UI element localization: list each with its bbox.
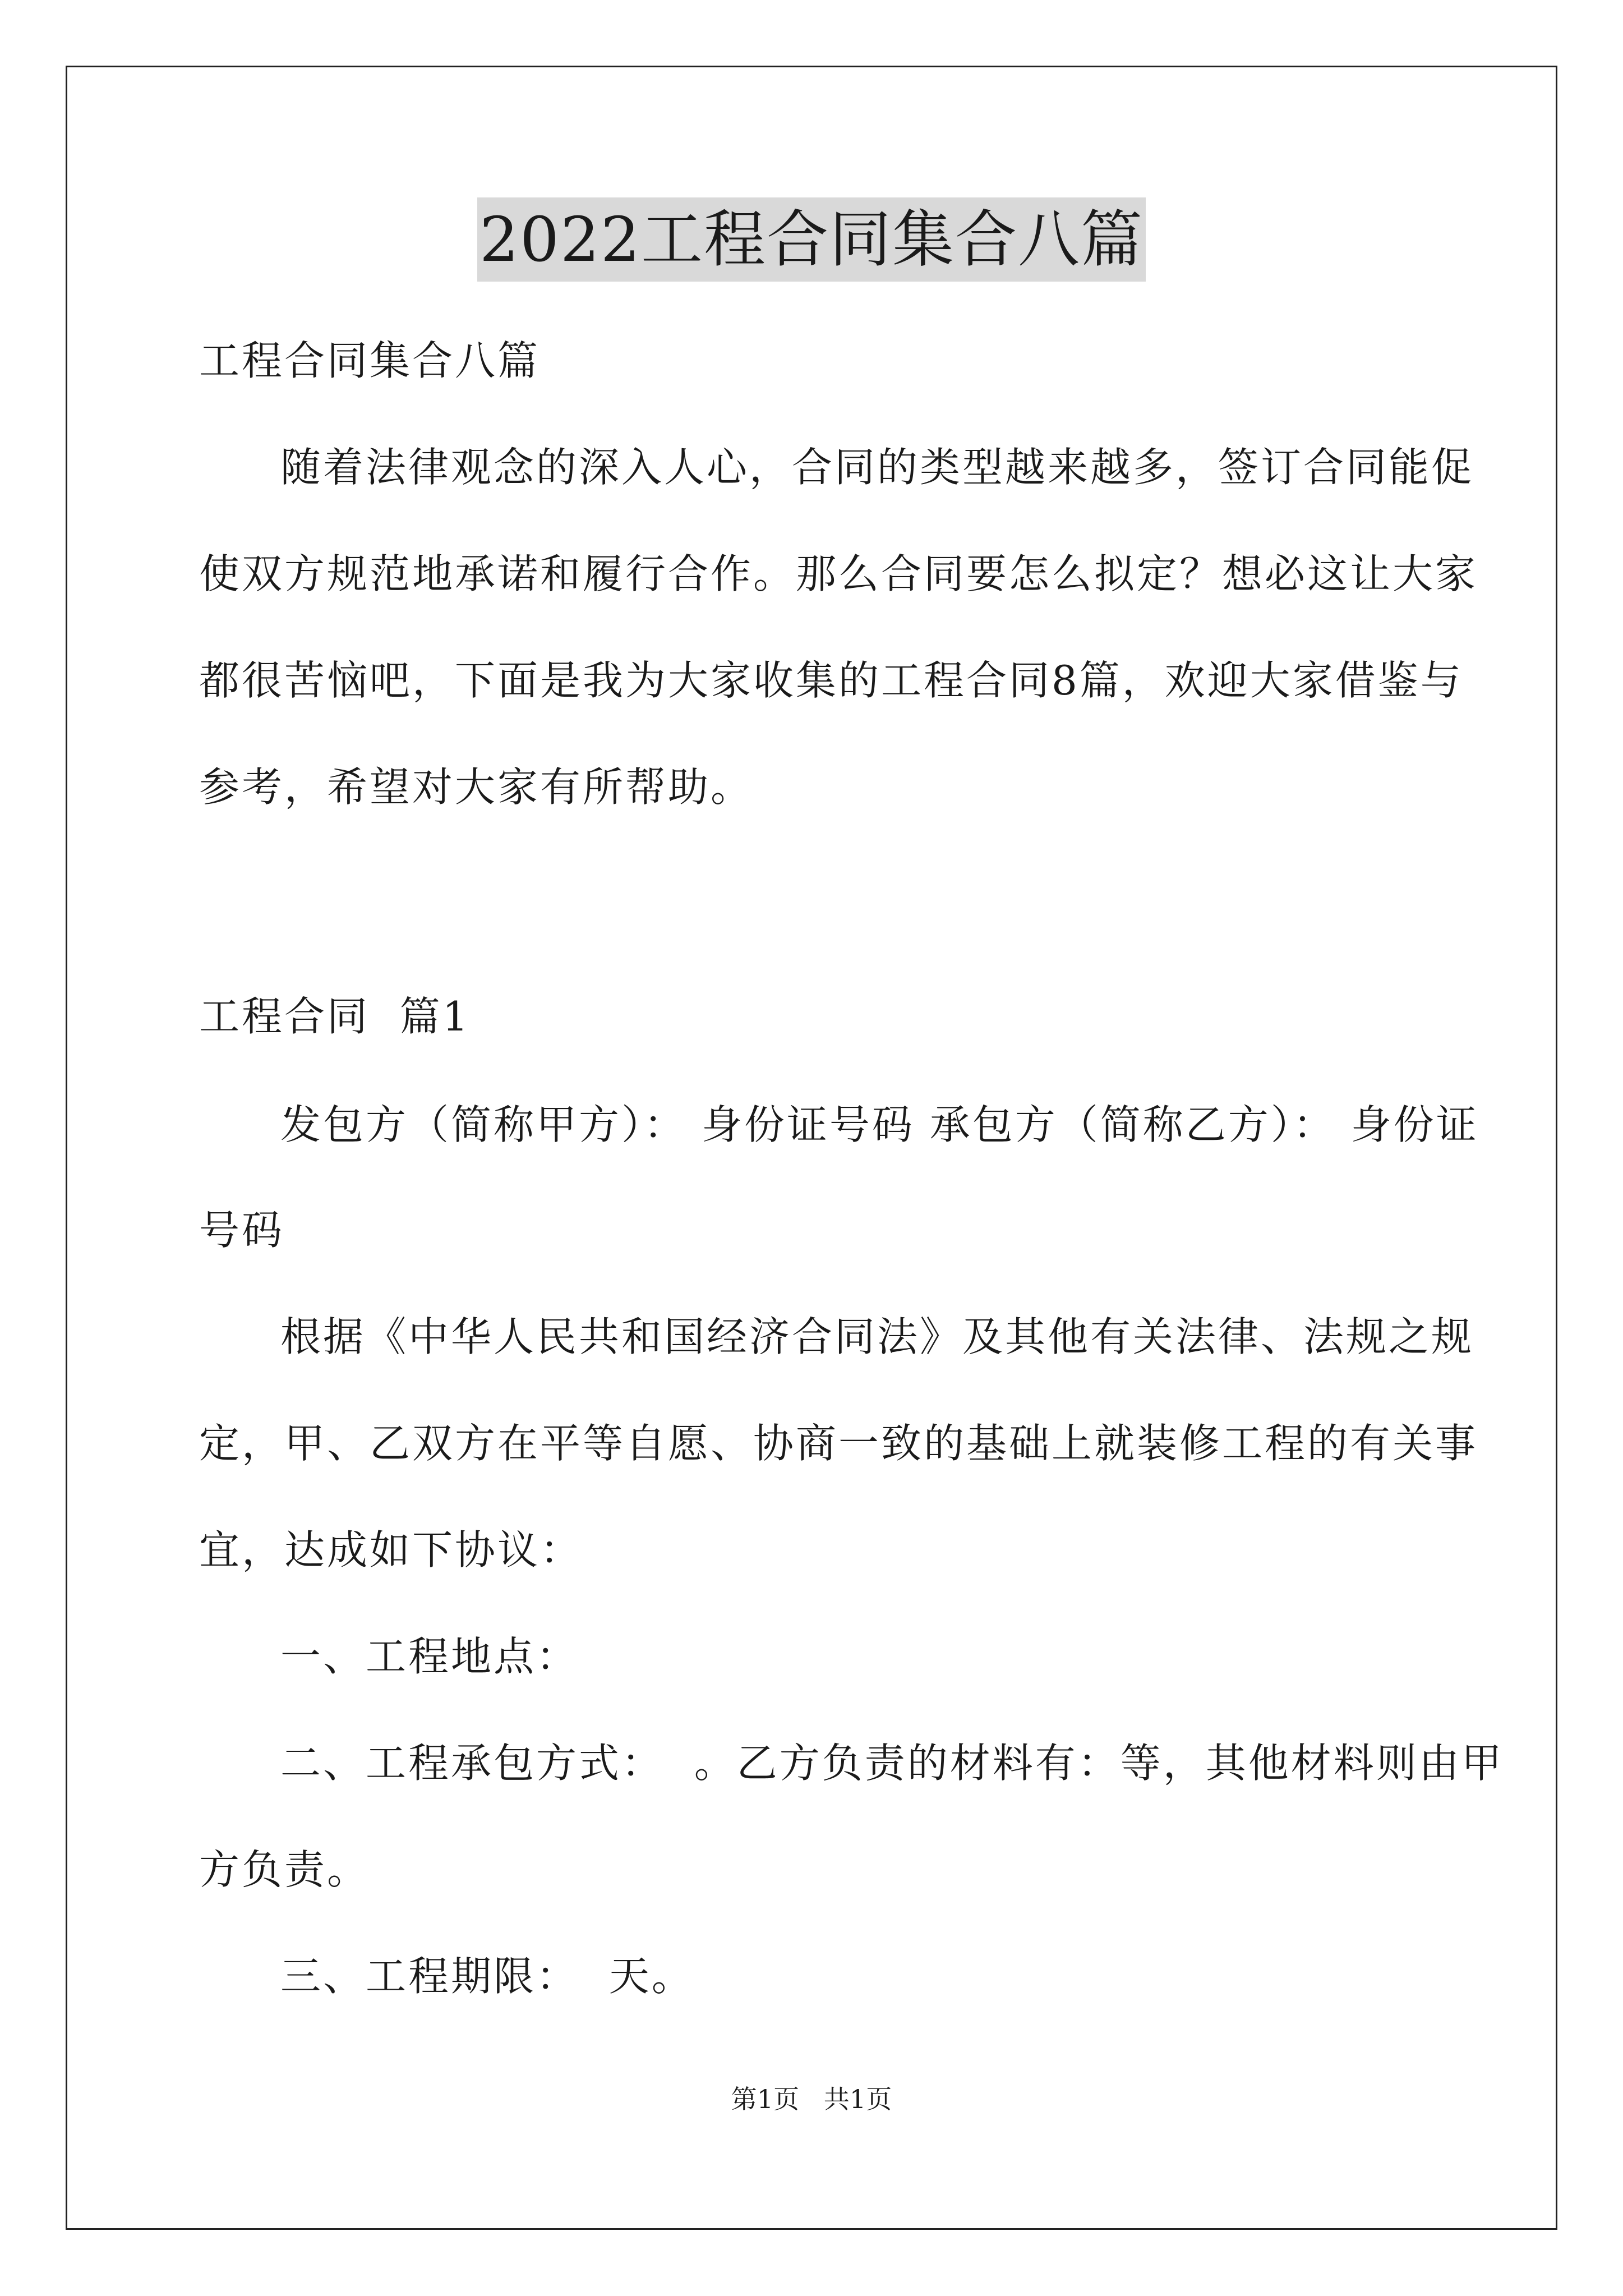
intro-line-3: 都很苦恼吧，下面是我为大家收集的工程合同8篇，欢迎大家借鉴与: [199, 657, 1463, 704]
page-footer: 第1页 共1页: [731, 2084, 892, 2114]
basis-line-3: 宜，达成如下协议：: [199, 1526, 583, 1573]
document-title-block: [0, 197, 1623, 282]
parties-line-1: 发包方（简称甲方）： 身份证号码 承包方（简称乙方）： 身份证: [280, 1101, 1479, 1148]
basis-line-2: 定，甲、乙双方在平等自愿、协商一致的基础上就装修工程的有关事: [199, 1420, 1478, 1467]
document-title: 2022工程合同集合八篇: [477, 197, 1146, 282]
section-heading: 工程合同 篇1: [199, 993, 471, 1040]
clause-1: 一、工程地点：: [280, 1633, 579, 1680]
intro-line-2: 使双方规范地承诺和履行合作。那么合同要怎么拟定？想必这让大家: [199, 550, 1478, 597]
document-subtitle: 工程合同集合八篇: [199, 337, 541, 384]
basis-line-1: 根据《中华人民共和国经济合同法》及其他有关法律、法规之规: [280, 1313, 1474, 1360]
clause-2-line-2: 方负责。: [199, 1846, 370, 1893]
clause-2-line-1: 二、工程承包方式： 。乙方负责的材料有：等，其他材料则由甲: [280, 1740, 1504, 1787]
parties-line-2: 号码: [199, 1207, 285, 1254]
intro-line-1: 随着法律观念的深入人心，合同的类型越来越多，签订合同能促: [280, 444, 1474, 491]
clause-3: 三、工程期限： 天。: [280, 1953, 694, 2000]
intro-line-4: 参考，希望对大家有所帮助。: [199, 763, 754, 811]
